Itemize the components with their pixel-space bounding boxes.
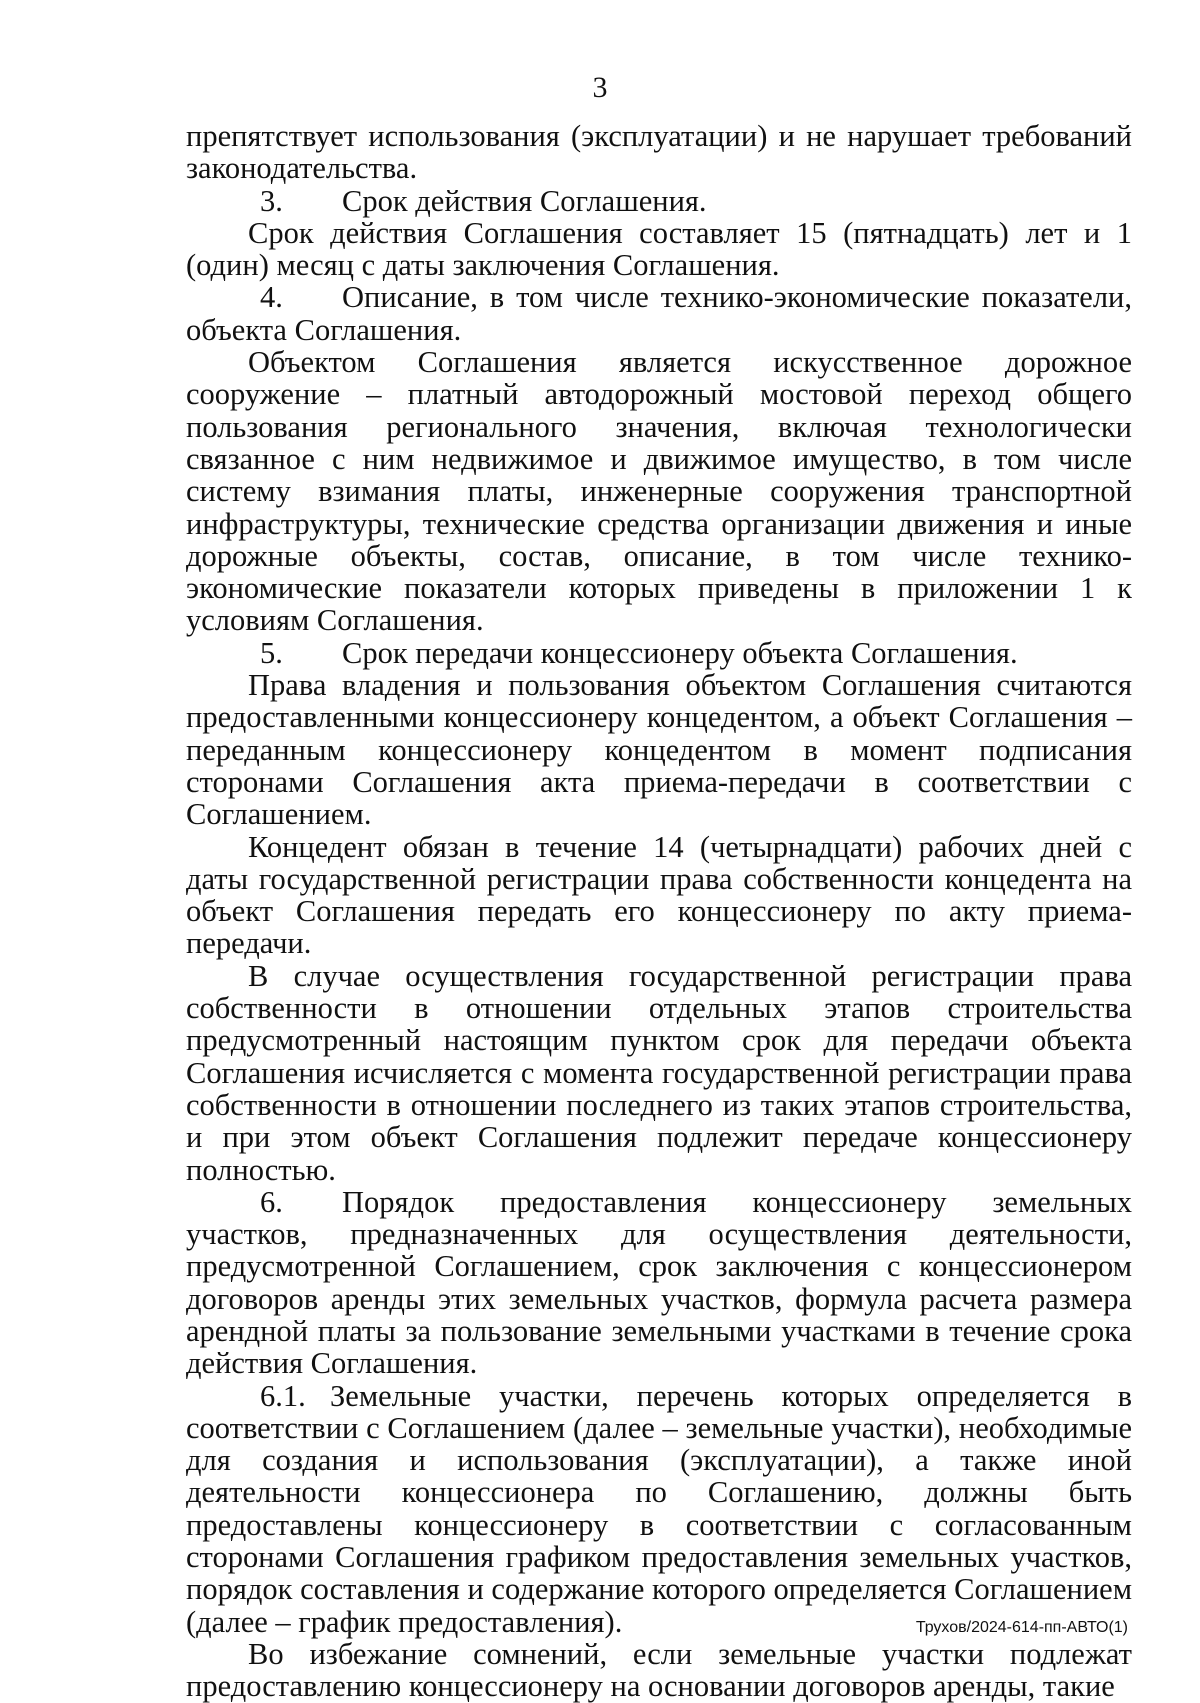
section-heading-6 bbox=[186, 1186, 1132, 1380]
section-text: Земельные участки, перечень которых определяется в соответствии с Соглашением (далее – земельные участки), необходимые для создания и использования (эксплуатации), а также иной деятельности концессионера по Соглашению, должны быть предоставлены концессионеру в соответствии с согласованным сторонами Соглашения графиком предоставления земельных участков, порядок составления и содержание которого определяется Соглашением (далее – график предоставления). bbox=[186, 1378, 1132, 1639]
section-number: 3. bbox=[260, 183, 283, 218]
paragraph: В случае осуществления государственной регистрации права собственности в отношении отдельных этапов строительства предусмотренный настоящим пунктом срок для передачи объекта Соглашения исчисляется с момента государственной регистрации права собственности в отношении последнего из таких этапов строительства, и при этом объект Соглашения подлежит передаче концессионеру полностью. bbox=[186, 958, 1132, 1187]
paragraph: Концедент обязан в течение 14 (четырнадцати) рабочих дней с даты государственной регистрации права собственности концедента на объект Соглашения передать его концессионеру по акту приема-передачи. bbox=[186, 829, 1132, 961]
page-number: 3 bbox=[592, 71, 608, 104]
section-title: Описание, в том числе технико-экономические показатели, объекта Соглашения. bbox=[186, 280, 1132, 347]
paragraph: Во избежание сомнений, если земельные участки подлежат предоставлению концессионеру на основании договоров аренды, такие bbox=[186, 1636, 1132, 1703]
section-number: 6.1. bbox=[260, 1378, 306, 1413]
document-code: Трухов/2024-614-пп-АВТО(1) bbox=[915, 1619, 1128, 1636]
section-number: 6. bbox=[260, 1184, 283, 1219]
subsection-6-1 bbox=[186, 1380, 1132, 1638]
paragraph: Объектом Соглашения является искусственное дорожное сооружение – платный автодорожный мостовой переход общего пользования регионального значения, включая технологически связанное с ним недвижимое и движимое имущество, в том числе систему взимания платы, инженерные сооружения транспортной инфраструктуры, технические средства организации движения и иные дорожные объекты, состав, описание, в том числе технико-экономические показатели которых приведены в приложении 1 к условиям Соглашения. bbox=[186, 345, 1132, 638]
section-heading-3 bbox=[186, 185, 1132, 217]
section-title: Срок передачи концессионеру объекта Соглашения. bbox=[342, 635, 1018, 670]
section-number: 4. bbox=[260, 280, 283, 315]
paragraph: Права владения и пользования объектом Соглашения считаются предоставленными концессионеру концедентом, а объект Соглашения – переданным концессионеру концедентом в момент подписания сторонами Соглашения акта приема-передачи в соответствии с Соглашением. bbox=[186, 668, 1132, 832]
section-number: 5. bbox=[260, 635, 283, 670]
section-title: Срок действия Соглашения. bbox=[342, 183, 707, 218]
paragraph: Срок действия Соглашения составляет 15 (пятнадцать) лет и 1 (один) месяц с даты заключения Соглашения. bbox=[186, 215, 1132, 283]
section-heading-4 bbox=[186, 281, 1132, 346]
document-body bbox=[186, 120, 1132, 1703]
paragraph-continuation: препятствует использования (эксплуатации) и не нарушает требований законодательства. bbox=[186, 119, 1132, 186]
section-heading-5 bbox=[186, 637, 1132, 669]
section-title: Порядок предоставления концессионеру земельных участков, предназначенных для осуществления деятельности, предусмотренной Соглашением, срок заключения с концессионером договоров аренды этих земельных участков, формула расчета размера арендной платы за пользование земельными участками в течение срока действия Соглашения. bbox=[186, 1184, 1132, 1381]
